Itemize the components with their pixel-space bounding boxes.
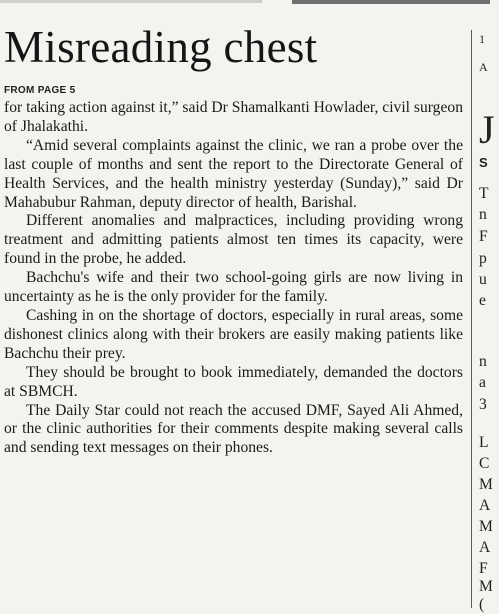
adjacent-glyph: A: [479, 497, 491, 514]
adjacent-glyph: M: [479, 518, 493, 535]
adjacent-glyph: 3: [479, 396, 487, 413]
adjacent-glyph: n: [479, 206, 487, 223]
top-rule: [0, 0, 262, 3]
adjacent-glyph: C: [479, 455, 490, 472]
jump-line: FROM PAGE 5: [4, 85, 76, 96]
section-rule: [292, 0, 490, 4]
adjacent-glyph: e: [479, 292, 486, 309]
adjacent-glyph: F: [479, 560, 488, 577]
adjacent-glyph: A: [479, 539, 491, 556]
paragraph: They should be brought to book immediately, demanded the doctors at SBMCH.: [4, 363, 463, 400]
column-divider: [471, 30, 472, 608]
adjacent-glyph: F: [479, 228, 488, 245]
adjacent-glyph: n: [479, 353, 487, 370]
adjacent-glyph: A: [479, 60, 488, 74]
article-body: [4, 99, 463, 458]
adjacent-glyph: u: [479, 271, 487, 288]
article: [4, 20, 463, 458]
paragraph: Different anomalies and malpractices, including providing wrong treatment and admitting patients almost ten times its capacity, were found in the probe, he added.: [4, 212, 463, 268]
adjacent-column-fragment: [479, 0, 499, 613]
paragraph: The Daily Star could not reach the accused DMF, Sayed Ali Ahmed, or the clinic authorities for their comments despite making several calls and sending text messages on their phones.: [4, 401, 463, 457]
adjacent-glyph: 1: [479, 32, 485, 46]
headline: Misreading chest: [4, 22, 318, 72]
paragraph: Cashing in on the shortage of doctors, especially in rural areas, some dishonest clinics along with their brokers are easily making patients like Bachchu their prey.: [4, 306, 463, 362]
adjacent-glyph: M: [479, 476, 493, 493]
paragraph: Bachchu's wife and their two school-going girls are now living in uncertainty as he is the only provider for the family.: [4, 269, 463, 306]
paragraph: for taking action against it,” said Dr Shamalkanti Howlader, civil surgeon of Jhalakathi.: [4, 99, 463, 135]
paragraph: “Amid several complaints against the clinic, we ran a probe over the last couple of months and sent the report to the Directorate General of Health Services, and the health ministry yesterday (Sunday),” said Dr Mahabubur Rahman, deputy director of health, Barishal.: [4, 136, 463, 211]
adjacent-glyph: T: [479, 185, 489, 202]
adjacent-glyph: p: [479, 250, 487, 267]
adjacent-glyph: J: [479, 107, 495, 152]
adjacent-glyph: a: [479, 374, 486, 391]
adjacent-glyph: S: [479, 155, 488, 170]
adjacent-glyph: L: [479, 434, 489, 451]
adjacent-glyph: M: [479, 578, 493, 595]
adjacent-glyph: (: [479, 596, 485, 613]
